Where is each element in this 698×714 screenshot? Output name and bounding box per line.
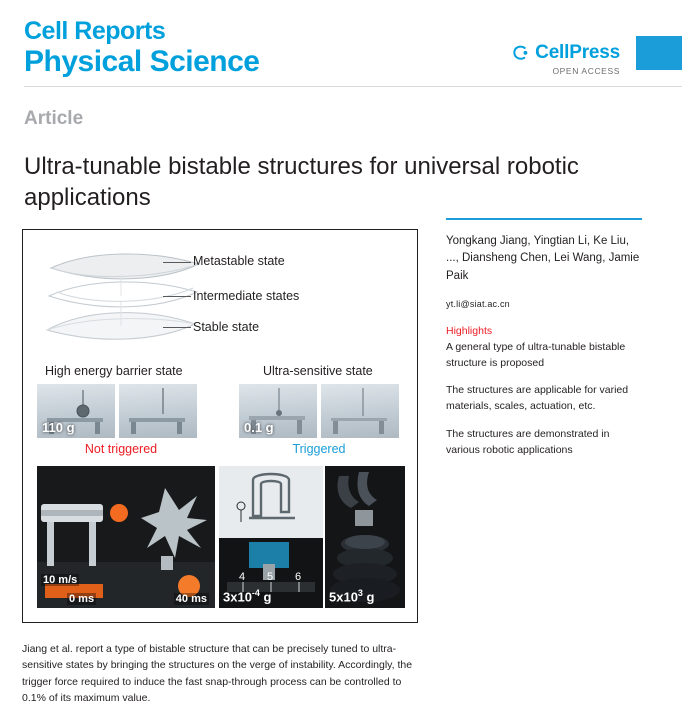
leader-line-intermediate <box>163 296 191 297</box>
cellpress-logo-icon <box>511 44 530 63</box>
photo-sketch <box>119 384 197 438</box>
highlights-heading: Highlights <box>446 324 493 337</box>
tag-time-end: 40 ms <box>175 593 207 605</box>
author-list: Yongkang Jiang, Yingtian Li, Ke Liu, ..., Diansheng Chen, Lei Wang, Jamie Paik <box>446 235 640 282</box>
heading-high-energy-barrier-state: High energy barrier state <box>45 364 183 378</box>
label-metastable-state: Metastable state <box>193 254 285 268</box>
force-small-exponent: -4 <box>251 587 260 598</box>
page-title: Ultra-tunable bistable structures for universal robotic applications <box>24 153 579 211</box>
metadata-top-rule <box>446 218 642 220</box>
mass-label-left: 110 g <box>42 420 75 435</box>
tag-time-start: 0 ms <box>69 593 95 605</box>
publisher-brand <box>511 42 620 76</box>
mass-label-right: 0.1 g <box>244 420 274 435</box>
highlight-item: The structures are applicable for varied materials, scales, actuation, etc. <box>446 384 629 412</box>
photo-high-barrier-before <box>37 384 115 438</box>
panel-micro-force-experiment <box>219 466 323 608</box>
result-not-triggered: Not triggered <box>84 442 158 456</box>
blue-accent-block <box>636 36 682 70</box>
panel-gripper-experiment <box>325 466 405 608</box>
panel-impact-experiment <box>37 466 215 608</box>
figure-caption: Jiang et al. report a type of bistable structure that can be precisely tuned to ultra-sensitive states by bringing the structures on the verge of instability. Accordingly, the trigger force required to induce the fast snap-through process can be controlled to 0.1% of its maximum value. <box>22 643 413 704</box>
journal-masthead <box>24 18 454 78</box>
publisher-name: CellPress <box>535 42 620 63</box>
photo-high-barrier-after <box>119 384 197 438</box>
force-small-base: 3x10 <box>223 589 252 604</box>
leader-line-metastable <box>163 262 191 263</box>
graphical-abstract-figure <box>22 229 418 623</box>
journal-title-line2: Physical Science <box>24 45 260 79</box>
open-access-label: OPEN ACCESS <box>552 66 620 76</box>
force-large-base: 5x10 <box>329 589 358 604</box>
leader-line-stable <box>163 327 191 328</box>
tag-force-large <box>329 588 375 604</box>
highlight-item: The structures are demonstrated in various robotic applications <box>446 427 610 456</box>
article-type-label: Article <box>24 108 84 129</box>
masthead-divider <box>24 86 682 87</box>
svg-text:5: 5 <box>267 571 274 583</box>
article-metadata-column <box>446 218 642 470</box>
publisher-brand-row <box>511 42 620 64</box>
label-stable-state: Stable state <box>193 320 260 334</box>
tag-force-small <box>223 588 272 604</box>
schematic-diagram <box>23 230 417 355</box>
photo-ultra-sensitive-before <box>239 384 317 438</box>
photo-sketch <box>321 384 399 438</box>
photo-ultra-sensitive-after <box>321 384 399 438</box>
force-large-exponent: 3 <box>357 587 363 598</box>
svg-text:4: 4 <box>239 571 246 583</box>
result-triggered: Triggered <box>292 442 346 456</box>
heading-ultra-sensitive-state: Ultra-sensitive state <box>263 364 373 378</box>
svg-text:6: 6 <box>295 571 302 583</box>
correspondence-email[interactable]: yt.li@siat.ac.cn <box>446 298 510 309</box>
highlight-item: A general type of ultra-tunable bistable structure is proposed <box>446 340 626 369</box>
journal-title-line1: Cell Reports <box>24 17 166 45</box>
force-large-unit: g <box>362 589 375 604</box>
force-small-unit: g <box>259 589 272 604</box>
impact-sketch <box>37 466 215 608</box>
label-intermediate-states: Intermediate states <box>193 289 300 303</box>
tag-impact-speed: 10 m/s <box>43 574 78 586</box>
